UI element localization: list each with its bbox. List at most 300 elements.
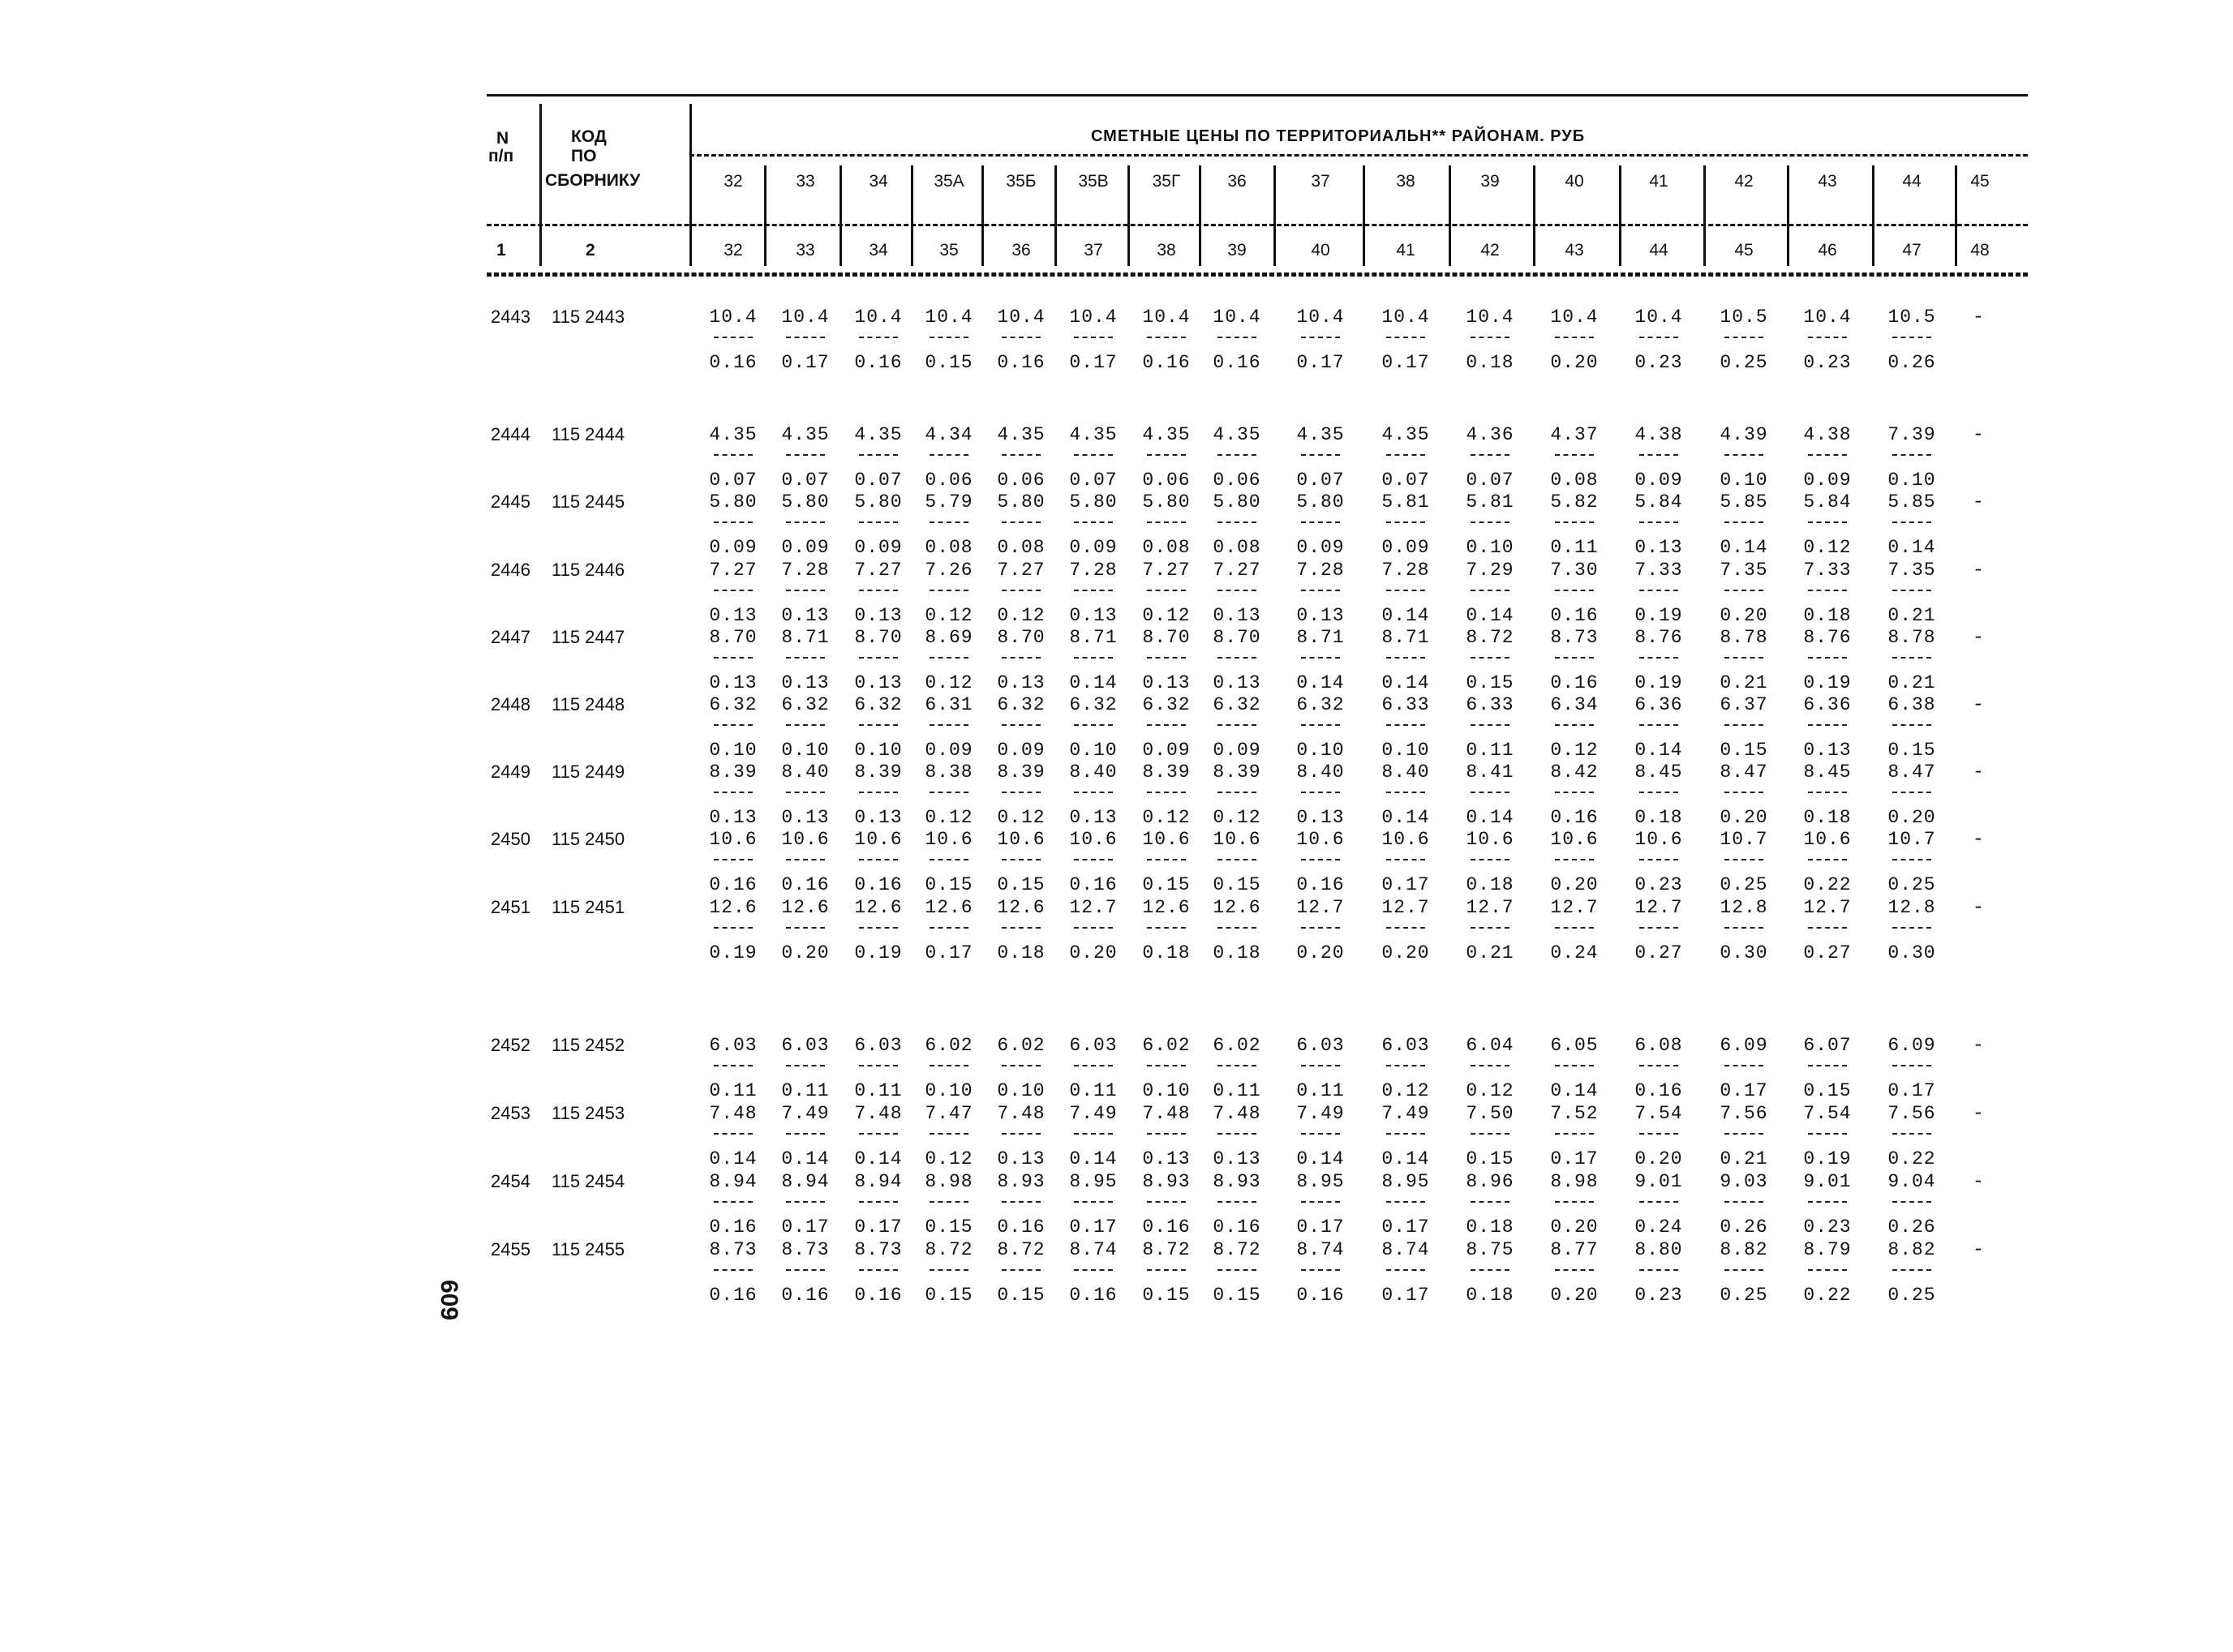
fraction-separator (1147, 657, 1186, 659)
fraction-separator (1808, 1133, 1847, 1135)
column-index: 44 (1649, 241, 1668, 260)
price-subvalue: 0.13 (854, 807, 903, 828)
column-index: 37 (1084, 241, 1103, 260)
price-value: 8.93 (1213, 1171, 1261, 1192)
price-value: 8.71 (1381, 627, 1430, 648)
fraction-separator (1002, 337, 1041, 338)
price-subvalue: 0.10 (1296, 740, 1345, 761)
fraction-separator (1147, 1201, 1186, 1203)
price-value: 7.48 (1142, 1103, 1191, 1124)
fraction-separator (1724, 724, 1763, 726)
price-value: 6.03 (709, 1035, 758, 1056)
index-2: 2 (586, 241, 595, 260)
fraction-separator (1301, 337, 1340, 338)
price-value: 7.27 (1142, 560, 1191, 581)
price-subvalue: 0.09 (781, 537, 830, 558)
price-subvalue: 0.30 (1720, 942, 1768, 963)
fraction-separator (1074, 1269, 1113, 1271)
price-subvalue: 0.20 (781, 942, 830, 963)
fraction-separator (786, 1201, 825, 1203)
fraction-separator (1724, 859, 1763, 860)
fraction-separator (1147, 724, 1186, 726)
price-value: 6.31 (925, 694, 973, 715)
header-divider (911, 165, 913, 266)
price-value: 8.74 (1296, 1239, 1345, 1260)
price-value: 12.8 (1887, 897, 1936, 918)
price-value: 8.71 (1296, 627, 1345, 648)
fraction-separator (1555, 1201, 1594, 1203)
price-subvalue: 0.06 (997, 470, 1046, 491)
price-subvalue: 0.13 (854, 672, 903, 693)
price-subvalue: 0.17 (1296, 1216, 1345, 1238)
fraction-separator (1002, 521, 1041, 523)
fraction-separator (1724, 590, 1763, 591)
fraction-separator (859, 521, 898, 523)
price-value: 8.69 (925, 627, 973, 648)
price-value: 10.6 (709, 829, 758, 850)
price-subvalue: 0.15 (925, 1216, 973, 1238)
fraction-separator (1074, 657, 1113, 659)
col-n-sub-label: п/п (488, 147, 514, 165)
fraction-separator (714, 337, 753, 338)
price-value: 8.73 (1550, 627, 1599, 648)
price-value: 10.4 (1213, 307, 1261, 328)
price-value: 8.77 (1550, 1239, 1599, 1260)
fraction-separator (1301, 1065, 1340, 1066)
price-subvalue: 0.10 (1142, 1080, 1191, 1101)
price-subvalue: 0.17 (1381, 352, 1430, 373)
fraction-separator (930, 859, 968, 860)
price-subvalue: 0.11 (854, 1080, 903, 1101)
price-subvalue: 0.16 (854, 874, 903, 895)
price-value: 7.48 (1213, 1103, 1261, 1124)
price-subvalue: 0.23 (1634, 874, 1683, 895)
fraction-separator (930, 337, 968, 338)
price-value: 7.49 (781, 1103, 830, 1124)
price-subvalue: 0.11 (709, 1080, 758, 1101)
fraction-separator (1639, 1201, 1678, 1203)
price-subvalue: 0.09 (854, 537, 903, 558)
fraction-separator (1808, 1269, 1847, 1271)
price-subvalue: 0.18 (1142, 942, 1191, 963)
price-value: 8.74 (1381, 1239, 1430, 1260)
price-value: 7.48 (997, 1103, 1046, 1124)
price-subvalue: 0.25 (1720, 1285, 1768, 1306)
region-header: 33 (796, 172, 815, 191)
fraction-separator (1301, 1133, 1340, 1135)
price-subvalue: 0.14 (709, 1148, 758, 1169)
price-subvalue: 0.15 (1720, 740, 1768, 761)
price-subvalue: 0.25 (1720, 874, 1768, 895)
no-price-dash: - (1973, 1239, 1985, 1260)
fraction-separator (1217, 337, 1256, 338)
price-value: 7.47 (925, 1103, 973, 1124)
fraction-separator (1639, 1065, 1678, 1066)
price-subvalue: 0.16 (1550, 672, 1599, 693)
price-value: 6.33 (1466, 694, 1514, 715)
price-subvalue: 0.13 (1142, 1148, 1191, 1169)
fraction-separator (1301, 1269, 1340, 1271)
fraction-separator (1639, 590, 1678, 591)
fraction-separator (1555, 724, 1594, 726)
row-code: 115 2451 (552, 897, 625, 917)
region-header: 39 (1480, 172, 1500, 191)
fraction-separator (714, 724, 753, 726)
column-index: 36 (1011, 241, 1031, 260)
price-subvalue: 0.25 (1887, 874, 1936, 895)
price-subvalue: 0.11 (1213, 1080, 1261, 1101)
no-price-dash: - (1973, 1171, 1985, 1192)
fraction-separator (1639, 859, 1678, 860)
row-number: 2447 (491, 627, 530, 647)
price-value: 12.7 (1296, 897, 1345, 918)
fraction-separator (1386, 792, 1425, 793)
fraction-separator (1808, 521, 1847, 523)
region-header: 40 (1565, 172, 1584, 191)
price-value: 8.70 (854, 627, 903, 648)
price-value: 6.08 (1634, 1035, 1683, 1056)
fraction-separator (1217, 927, 1256, 929)
price-value: 6.32 (781, 694, 830, 715)
fraction-separator (859, 1201, 898, 1203)
price-value: 10.5 (1720, 307, 1768, 328)
fraction-separator (1471, 1133, 1509, 1135)
header-rule-1 (689, 154, 2028, 157)
fraction-separator (1301, 657, 1340, 659)
top-rule (487, 94, 2028, 97)
fraction-separator (1808, 859, 1847, 860)
price-value: 9.01 (1634, 1171, 1683, 1192)
price-value: 8.82 (1887, 1239, 1936, 1260)
price-subvalue: 0.09 (1069, 537, 1118, 558)
fraction-separator (1301, 724, 1340, 726)
price-subvalue: 0.14 (1296, 1148, 1345, 1169)
price-value: 8.73 (854, 1239, 903, 1260)
region-header: 43 (1818, 172, 1837, 191)
header-divider (1199, 165, 1201, 266)
price-value: 10.4 (1803, 307, 1852, 328)
price-value: 10.4 (1634, 307, 1683, 328)
fraction-separator (1147, 927, 1186, 929)
price-value: 4.35 (1296, 424, 1345, 445)
price-subvalue: 0.07 (709, 470, 758, 491)
price-subvalue: 0.10 (854, 740, 903, 761)
price-value: 8.94 (709, 1171, 758, 1192)
price-subvalue: 0.11 (1069, 1080, 1118, 1101)
price-subvalue: 0.17 (1069, 1216, 1118, 1238)
fraction-separator (1147, 792, 1186, 793)
col-code-label: КОД (571, 127, 607, 146)
price-subvalue: 0.16 (1213, 1216, 1261, 1238)
row-number: 2444 (491, 424, 530, 444)
price-subvalue: 0.13 (781, 605, 830, 626)
price-subvalue: 0.24 (1634, 1216, 1683, 1238)
price-value: 7.33 (1803, 560, 1852, 581)
price-subvalue: 0.16 (709, 1216, 758, 1238)
price-value: 10.6 (1142, 829, 1191, 850)
fraction-separator (930, 927, 968, 929)
row-code: 115 2446 (552, 560, 625, 580)
header-divider (1127, 165, 1130, 266)
price-value: 10.7 (1720, 829, 1768, 850)
price-subvalue: 0.06 (925, 470, 973, 491)
price-subvalue: 0.16 (854, 1285, 903, 1306)
price-value: 8.71 (1069, 627, 1118, 648)
fraction-separator (786, 590, 825, 591)
price-value: 8.95 (1381, 1171, 1430, 1192)
price-subvalue: 0.15 (1213, 1285, 1261, 1306)
price-value: 8.40 (781, 762, 830, 783)
price-value: 6.09 (1887, 1035, 1936, 1056)
fraction-separator (1555, 1269, 1594, 1271)
fraction-separator (714, 1269, 753, 1271)
fraction-separator (1471, 724, 1509, 726)
price-subvalue: 0.21 (1887, 672, 1936, 693)
column-index: 46 (1818, 241, 1837, 260)
fraction-separator (1808, 792, 1847, 793)
price-value: 7.52 (1550, 1103, 1599, 1124)
column-index: 43 (1565, 241, 1584, 260)
price-subvalue: 0.14 (1069, 672, 1118, 693)
price-value: 5.82 (1550, 491, 1599, 513)
fraction-separator (1892, 337, 1931, 338)
fraction-separator (1639, 454, 1678, 456)
price-value: 10.4 (1142, 307, 1191, 328)
fraction-separator (930, 521, 968, 523)
fraction-separator (1471, 521, 1509, 523)
no-price-dash: - (1973, 829, 1985, 850)
row-number: 2452 (491, 1035, 530, 1055)
price-value: 6.32 (1069, 694, 1118, 715)
column-index: 34 (869, 241, 888, 260)
price-subvalue: 0.23 (1803, 1216, 1852, 1238)
fraction-separator (1002, 1269, 1041, 1271)
price-subvalue: 0.13 (1296, 807, 1345, 828)
fraction-separator (1002, 724, 1041, 726)
fraction-separator (786, 521, 825, 523)
fraction-separator (1639, 1269, 1678, 1271)
price-value: 10.6 (1466, 829, 1514, 850)
column-index: 48 (1970, 241, 1990, 260)
price-value: 10.4 (997, 307, 1046, 328)
price-value: 8.45 (1803, 762, 1852, 783)
price-subvalue: 0.14 (1634, 740, 1683, 761)
price-value: 10.6 (1069, 829, 1118, 850)
region-header: 34 (869, 172, 888, 191)
row-code: 115 2443 (552, 307, 625, 327)
fraction-separator (1074, 1133, 1113, 1135)
price-value: 4.34 (925, 424, 973, 445)
price-value: 6.07 (1803, 1035, 1852, 1056)
fraction-separator (1892, 927, 1931, 929)
fraction-separator (786, 859, 825, 860)
price-value: 7.28 (1296, 560, 1345, 581)
price-value: 7.28 (1381, 560, 1430, 581)
price-subvalue: 0.20 (1550, 1216, 1599, 1238)
fraction-separator (1555, 454, 1594, 456)
row-number: 2446 (491, 560, 530, 580)
fraction-separator (1471, 1201, 1509, 1203)
price-subvalue: 0.07 (1381, 470, 1430, 491)
price-subvalue: 0.10 (781, 740, 830, 761)
price-value: 8.95 (1069, 1171, 1118, 1192)
price-value: 6.36 (1803, 694, 1852, 715)
region-header: 35Г (1152, 172, 1181, 191)
region-header: 44 (1902, 172, 1922, 191)
fraction-separator (1147, 337, 1186, 338)
price-value: 7.49 (1381, 1103, 1430, 1124)
fraction-separator (1471, 590, 1509, 591)
price-value: 5.81 (1466, 491, 1514, 513)
price-value: 5.80 (1069, 491, 1118, 513)
header-divider (1273, 165, 1276, 266)
fraction-separator (1892, 454, 1931, 456)
fraction-separator (1471, 657, 1509, 659)
fraction-separator (1074, 1201, 1113, 1203)
price-value: 8.95 (1296, 1171, 1345, 1192)
price-value: 12.7 (1466, 897, 1514, 918)
fraction-separator (1386, 859, 1425, 860)
price-subvalue: 0.21 (1466, 942, 1514, 963)
price-value: 8.39 (1213, 762, 1261, 783)
price-subvalue: 0.16 (781, 1285, 830, 1306)
fraction-separator (1724, 657, 1763, 659)
fraction-separator (859, 590, 898, 591)
fraction-separator (714, 1133, 753, 1135)
price-subvalue: 0.27 (1634, 942, 1683, 963)
price-value: 12.7 (1803, 897, 1852, 918)
price-subvalue: 0.16 (997, 352, 1046, 373)
price-subvalue: 0.14 (1887, 537, 1936, 558)
region-header: 37 (1311, 172, 1330, 191)
price-value: 7.49 (1069, 1103, 1118, 1124)
price-subvalue: 0.18 (1466, 1216, 1514, 1238)
price-subvalue: 0.08 (997, 537, 1046, 558)
price-value: 8.80 (1634, 1239, 1683, 1260)
price-subvalue: 0.30 (1887, 942, 1936, 963)
column-index: 35 (939, 241, 959, 260)
price-value: 10.6 (1634, 829, 1683, 850)
fraction-separator (1555, 927, 1594, 929)
fraction-separator (1147, 590, 1186, 591)
fraction-separator (1892, 521, 1931, 523)
fraction-separator (1074, 859, 1113, 860)
price-subvalue: 0.15 (925, 1285, 973, 1306)
fraction-separator (930, 1269, 968, 1271)
fraction-separator (1724, 1269, 1763, 1271)
price-subvalue: 0.22 (1887, 1148, 1936, 1169)
fraction-separator (1386, 337, 1425, 338)
fraction-separator (1002, 927, 1041, 929)
fraction-separator (714, 1201, 753, 1203)
price-subvalue: 0.19 (1634, 605, 1683, 626)
price-subvalue: 0.15 (1142, 874, 1191, 895)
fraction-separator (1808, 590, 1847, 591)
header-divider (539, 104, 542, 266)
price-subvalue: 0.11 (781, 1080, 830, 1101)
price-subvalue: 0.20 (1550, 874, 1599, 895)
fraction-separator (1147, 1065, 1186, 1066)
price-subvalue: 0.09 (997, 740, 1046, 761)
header-divider (840, 165, 842, 266)
header-divider (1449, 165, 1451, 266)
price-subvalue: 0.11 (1466, 740, 1514, 761)
price-value: 10.7 (1887, 829, 1936, 850)
fraction-separator (1386, 1065, 1425, 1066)
header-divider (1533, 165, 1535, 266)
fraction-separator (1471, 337, 1509, 338)
row-code: 115 2445 (552, 491, 625, 512)
fraction-separator (1555, 590, 1594, 591)
fraction-separator (1217, 590, 1256, 591)
bottom-header-rule (487, 274, 2028, 277)
price-subvalue: 0.14 (1466, 807, 1514, 828)
price-subvalue: 0.12 (997, 605, 1046, 626)
header-divider (981, 165, 984, 266)
index-1: 1 (496, 241, 506, 260)
fraction-separator (1639, 1133, 1678, 1135)
price-value: 4.35 (709, 424, 758, 445)
price-value: 10.6 (1550, 829, 1599, 850)
fraction-separator (1555, 1133, 1594, 1135)
fraction-separator (1892, 792, 1931, 793)
price-subvalue: 0.15 (1213, 874, 1261, 895)
fraction-separator (1808, 337, 1847, 338)
price-subvalue: 0.12 (997, 807, 1046, 828)
fraction-separator (1724, 337, 1763, 338)
fraction-separator (859, 1269, 898, 1271)
fraction-separator (1147, 521, 1186, 523)
price-value: 10.4 (1296, 307, 1345, 328)
price-value: 5.84 (1634, 491, 1683, 513)
price-subvalue: 0.15 (925, 352, 973, 373)
price-subvalue: 0.09 (1381, 537, 1430, 558)
fraction-separator (859, 337, 898, 338)
price-value: 7.30 (1550, 560, 1599, 581)
table-title: СМЕТНЫЕ ЦЕНЫ ПО ТЕРРИТОРИАЛЬН** РАЙОНАМ. РУБ (1091, 127, 1586, 145)
fraction-separator (1386, 657, 1425, 659)
column-index: 41 (1396, 241, 1415, 260)
fraction-separator (930, 454, 968, 456)
price-value: 5.81 (1381, 491, 1430, 513)
price-subvalue: 0.09 (709, 537, 758, 558)
price-value: 10.6 (925, 829, 973, 850)
row-code: 115 2454 (552, 1171, 625, 1191)
fraction-separator (1074, 337, 1113, 338)
price-value: 7.35 (1720, 560, 1768, 581)
fraction-separator (859, 1065, 898, 1066)
fraction-separator (714, 521, 753, 523)
row-number: 2450 (491, 829, 530, 849)
price-value: 7.28 (781, 560, 830, 581)
fraction-separator (786, 337, 825, 338)
price-subvalue: 0.16 (1550, 807, 1599, 828)
price-value: 8.94 (781, 1171, 830, 1192)
price-value: 12.7 (1069, 897, 1118, 918)
price-value: 12.6 (854, 897, 903, 918)
price-value: 4.35 (1069, 424, 1118, 445)
price-value: 6.02 (1213, 1035, 1261, 1056)
fraction-separator (930, 792, 968, 793)
price-subvalue: 0.13 (1069, 605, 1118, 626)
region-header: 36 (1227, 172, 1247, 191)
fraction-separator (1555, 792, 1594, 793)
price-subvalue: 0.10 (997, 1080, 1046, 1101)
price-subvalue: 0.10 (1887, 470, 1936, 491)
price-value: 8.79 (1803, 1239, 1852, 1260)
header-divider (1619, 165, 1621, 266)
fraction-separator (1471, 1269, 1509, 1271)
